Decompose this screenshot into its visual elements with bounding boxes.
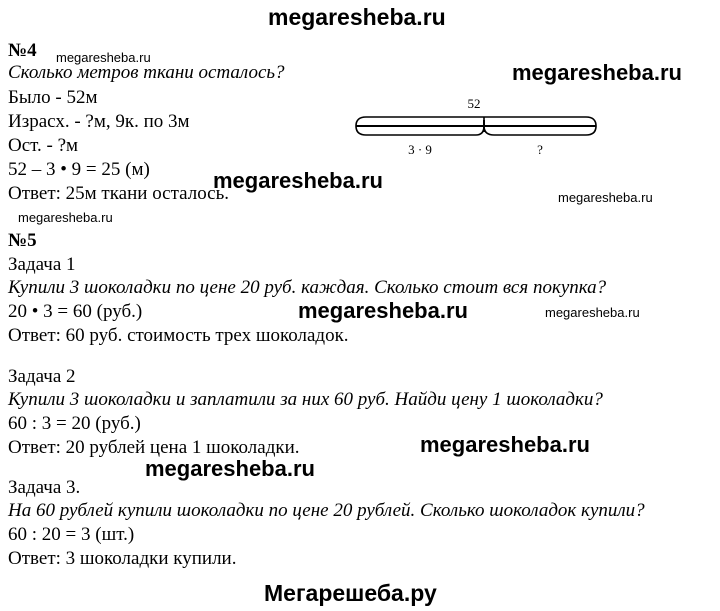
problem3-answer: Ответ: 3 шоколадки купили. [8, 548, 237, 569]
problem2-title: Задача 2 [8, 366, 76, 387]
watermark-small: megaresheba.ru [545, 305, 640, 320]
header-site-title: megaresheba.ru [268, 4, 446, 30]
watermark-small: megaresheba.ru [56, 50, 151, 65]
task4-number: №4 [8, 40, 37, 61]
diagram-left-label: 3 · 9 [408, 142, 432, 157]
task4-line-2: Израсх. - ?м, 9к. по 3м [8, 111, 190, 132]
problem2-solution: 60 : 3 = 20 (руб.) [8, 413, 141, 434]
problem1-title: Задача 1 [8, 254, 76, 275]
task4-line-1: Было - 52м [8, 87, 98, 108]
diagram-total-label: 52 [467, 96, 481, 111]
watermark-small: megaresheba.ru [18, 210, 113, 225]
diagram-top-brace [356, 117, 596, 126]
watermark-small: megaresheba.ru [558, 190, 653, 205]
watermark: megaresheba.ru [213, 168, 383, 193]
problem3-question: На 60 рублей купили шоколадки по цене 20 рублей. Сколько шоколадок купили? [8, 500, 645, 521]
task4-answer: Ответ: 25м ткани осталось. [8, 183, 230, 204]
problem1-solution: 20 • 3 = 60 (руб.) [8, 301, 143, 322]
problem1-question: Купили 3 шоколадки по цене 20 руб. каждая. Сколько стоит вся покупка? [8, 277, 607, 298]
task4-line-3: Ост. - ?м [8, 135, 79, 156]
footer-site-title: Мегарешеба.ру [264, 580, 437, 606]
watermark: megaresheba.ru [145, 456, 315, 481]
problem2-question: Купили 3 шоколадки и заплатили за них 60 руб. Найди цену 1 шоколадки? [8, 389, 603, 410]
problem1-answer: Ответ: 60 руб. стоимость трех шоколадок. [8, 325, 349, 346]
diagram-left-brace [356, 126, 484, 135]
watermark: megaresheba.ru [298, 298, 468, 323]
problem2-answer: Ответ: 20 рублей цена 1 шоколадки. [8, 437, 300, 458]
task5-number: №5 [8, 230, 37, 251]
diagram-right-brace [484, 126, 596, 135]
watermark: megaresheba.ru [512, 60, 682, 85]
diagram-right-label: ? [537, 142, 543, 157]
task4-line-4: 52 – 3 • 9 = 25 (м) [8, 159, 150, 180]
watermark: megaresheba.ru [420, 432, 590, 457]
problem3-solution: 60 : 20 = 3 (шт.) [8, 524, 135, 545]
task4-question: Сколько метров ткани осталось? [8, 62, 285, 83]
segment-diagram [350, 92, 610, 164]
problem3-title: Задача 3. [8, 477, 81, 498]
